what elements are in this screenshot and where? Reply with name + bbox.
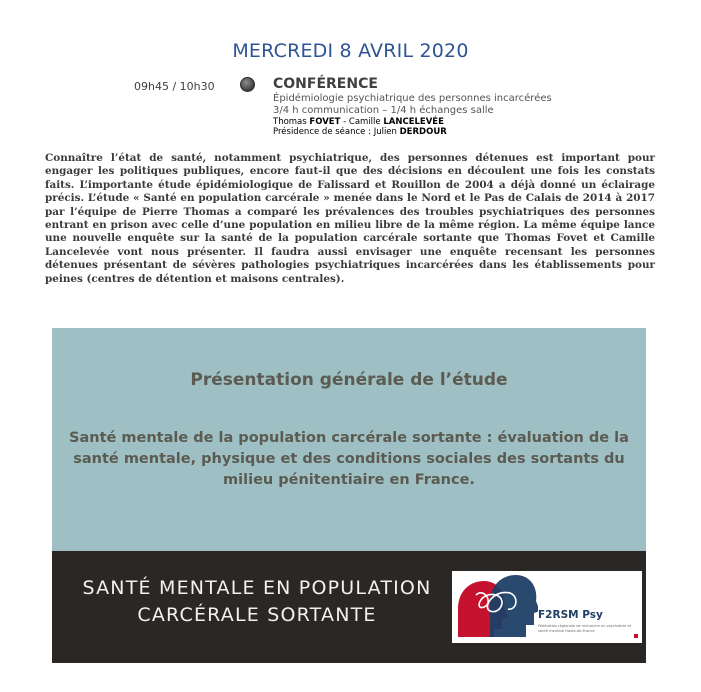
slide-footer: [52, 551, 646, 663]
presentation-slide: [52, 328, 646, 663]
speaker2-last: LANCELEVÉE: [383, 117, 444, 127]
conference-format: 3/4 h communication – 1/4 h échanges salle: [273, 104, 494, 116]
slide-title: Présentation générale de l’étude: [190, 370, 508, 390]
speaker1-last: FOVET: [309, 117, 341, 127]
logo-name: F2RSM Psy: [538, 609, 603, 621]
speaker-separator: -: [343, 117, 347, 127]
description-paragraph: Connaître l’état de santé, notamment psychiatrique, des personnes détenues est important pour engager les politiques publiques, encore faut-il que des décisions en découlent une fois les constats faits. L’importante étude épidémiologique de Falissard et Rouillon de 2004 a déjà donné un éclairage précis. L’étude « Santé en population carcérale » menée dans le Nord et le Pas de Calais de 2014 à 2017 par l’équipe de Pierre Thomas a comparé les prévalences des troubles psychiatriques des personnes entrant en prison avec celle d’une population en milieu libre de la même région. La même équipe lance une nouvelle enquête sur la santé de la population carcérale sortante que Thomas Fovet et Camille Lancelevée vont nous présenter. Il faudra aussi envisager une enquête recensant les personnes détenues présentant de sévères pathologies psychiatriques incarcérées dans les établissements pour peines (centres de détention et maisons centrales).: [45, 152, 655, 285]
date-heading: MERCREDI 8 AVRIL 2020: [232, 40, 469, 62]
speakers-line: [273, 117, 552, 127]
f2rsm-logo: [452, 571, 642, 643]
footer-title-line1: SANTÉ MENTALE EN POPULATION: [82, 577, 432, 599]
chair-label: Présidence de séance :: [273, 127, 371, 137]
bullet-icon: [240, 77, 255, 92]
footer-title: [72, 575, 442, 629]
logo-heads-icon: [454, 573, 538, 641]
session-time: 09h45 / 10h30: [134, 80, 215, 93]
footer-title-line2: CARCÉRALE SORTANTE: [137, 604, 377, 626]
speaker1-first: Thomas: [273, 117, 307, 127]
logo-corner-mark: [634, 634, 638, 638]
logo-tagline: Fédération régionale de recherche en psychiatrie et santé mentale Hauts-de-France: [538, 624, 632, 633]
chair-line: [273, 127, 552, 137]
chair-first: Julien: [373, 127, 397, 137]
conference-title: CONFÉRENCE: [273, 76, 378, 92]
conference-topic: Épidémiologie psychiatrique des personnes incarcérées: [273, 93, 552, 104]
slide-subtitle: Santé mentale de la population carcérale sortante : évaluation de la santé mentale, physique et des conditions sociales des sortants du milieu pénitentiaire en France.: [69, 430, 629, 488]
chair-last: DERDOUR: [399, 127, 447, 137]
conference-block: [273, 76, 552, 137]
speaker2-first: Camille: [348, 117, 381, 127]
